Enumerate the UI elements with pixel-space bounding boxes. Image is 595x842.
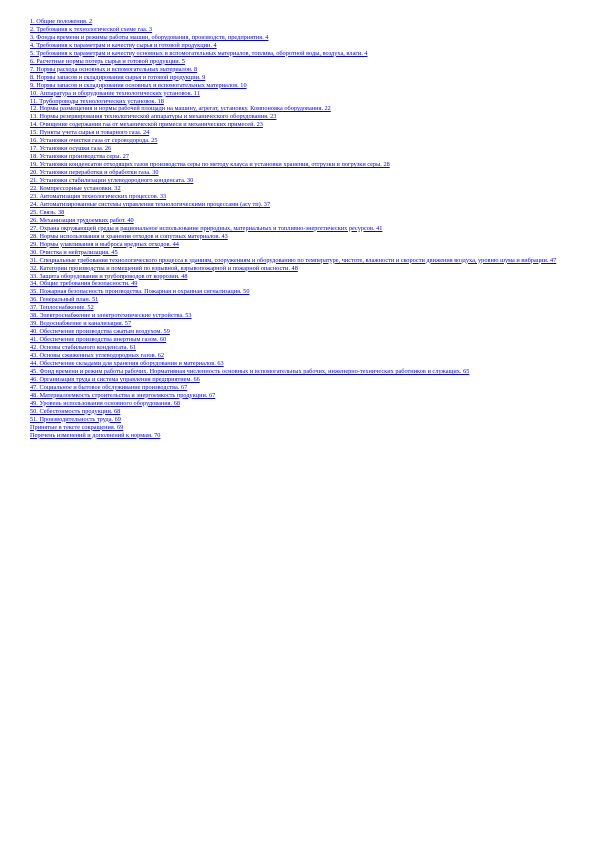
toc-link[interactable]: 6. Расчетные нормы потерь сырья и готовой продукции. 5 [30,57,185,65]
toc-link[interactable]: 30. Очистка и нейтрализация. 45 [30,248,118,256]
toc-link[interactable]: 42. Основы стабильного конденсата. 61 [30,344,136,352]
toc-link[interactable]: 51. Производительность труда. 69 [30,415,121,423]
toc-link[interactable]: 20. Установки переработки и обработки газа. 30 [30,169,159,177]
toc-link[interactable]: 31. Специальные требования технологического процесса к зданиям, сооружениям и оборудованию по температуре, чистоте, влажности и скорости движения воздуха, уровню шума и вибрации. 47 [30,256,557,264]
toc-link[interactable]: 22. Компрессорные установки. 32 [30,185,121,193]
toc-link[interactable]: 44. Обеспечение складами для хранения оборудования и материалов. 63 [30,359,224,367]
toc-link[interactable]: 9. Нормы запасов и складирования основных и вспомогательных материалов. 10 [30,81,247,89]
toc-link[interactable]: 11. Трубопроводы технологических установок. 18 [30,97,164,105]
toc-link[interactable]: 8. Нормы запасов и складирования сырья и готовой продукции. 9 [30,73,206,81]
toc-link[interactable]: 21. Установки стабилизации углеводородного конденсата. 30 [30,177,194,185]
table-of-contents [30,18,570,440]
toc-link[interactable]: 23. Автоматизация технологических процессов. 33 [30,192,167,200]
toc-link[interactable]: 15. Пункты учета сырья и товарного газа. 24 [30,129,150,137]
toc-link[interactable]: 7. Нормы расхода основных и вспомогательных материалов. 8 [30,65,198,73]
toc-link[interactable]: 26. Механизация трудоемких работ. 40 [30,216,134,224]
toc-link[interactable]: 32. Категории производства и помещений по взрывной, взрывопожарной и пожарной опасности. 48 [30,264,298,272]
toc-link[interactable]: 34. Общие требования безопасности. 49 [30,280,138,288]
toc-link[interactable]: 33. Защита оборудования и трубопроводов от коррозии. 48 [30,272,188,280]
toc-link[interactable]: Принятые в тексте сокращения. 69 [30,423,124,431]
toc-link[interactable]: 28. Нормы использования и хранения отходов и сопутных материалов. 43 [30,232,228,240]
toc-link[interactable]: 14. Очищение содержания гаа от механической примеси и механических примесей. 23 [30,121,263,129]
toc-link[interactable]: 13. Нормы резервирования технологической аппаратуры и механического оборудования. 23 [30,113,277,121]
toc-link[interactable]: 19. Установки конденсатов отходящих газов производства серы по методу клауса и установки хранения, отгрузки и погрузки серы. 28 [30,161,390,169]
toc-link[interactable]: 18. Установки производства серы. 27 [30,153,129,161]
toc-link[interactable]: 43. Основы сжиженных углеводородных газов. 62 [30,352,164,360]
toc-link[interactable]: 24. Автоматизированные системы управления технологическими процессами (асу тп). 37 [30,200,271,208]
toc-link[interactable]: 5. Требования к параметрам и качеству основных и вспомогательных материалов, топлива, оборотной воды, воздуха, влаги. 4 [30,49,368,57]
toc-link[interactable]: 45. Фонд времени и режим работы рабочих. Нормативная численность основных и вспомогательных рабочих, инженерно-технических работников и служащих. 65 [30,367,470,375]
toc-link[interactable]: 27. Охрана окружающей среды и рациональное использование природных, материальных и топливно-энергетических ресурсов. 41 [30,224,383,232]
toc-link[interactable]: 41. Обеспечение производства инертным газом. 60 [30,336,167,344]
toc-link[interactable]: 29. Нормы улавливания и выброса вредных отходов. 44 [30,240,179,248]
toc-link[interactable]: 47. Социальное и бытовое обслуживание производства. 67 [30,383,188,391]
toc-link[interactable]: 16. Установки очистки газа от сероводорода. 25 [30,137,158,145]
toc-link[interactable]: 48. Материалоемкость строительства и энергоемкость продукции. 67 [30,391,216,399]
toc-link[interactable]: 2. Требования к технологической схеме гаа. 3 [30,25,153,33]
toc-link[interactable]: 1. Общие положения. 2 [30,18,93,25]
toc-link[interactable]: 25. Связь. 38 [30,208,65,216]
toc-link[interactable]: 35. Пожарная безопасность производства. Пожарная и охранная сигнализация. 50 [30,288,250,296]
toc-link[interactable]: 39. Водоснабжение и канализация. 57 [30,320,132,328]
toc-link[interactable]: 4. Требования к параметрам и качеству сырья и готовой продукции. 4 [30,41,217,49]
toc-link[interactable]: 40. Обеспечение производства сжатым воздухом. 59 [30,328,170,336]
toc-link[interactable]: 37. Теплоснабжение. 52 [30,304,94,312]
toc-link[interactable]: 50. Себестоимость продукции. 68 [30,407,121,415]
toc-link[interactable]: Перечень изменений и дополнений к нормам. 70 [30,431,161,439]
toc-link[interactable]: 46. Организация труда и система управления предприятием. 66 [30,375,200,383]
toc-link[interactable]: 36. Генеральный план. 51 [30,296,99,304]
toc-link[interactable]: 3. Фонды времени и режимы работы машин, оборудования, производств, предприятия. 4 [30,33,269,41]
toc-link[interactable]: 10. Аппаратура и оборудование технологических установок. 11 [30,89,200,97]
toc-link[interactable]: 49. Уровень использования основного оборудования. 68 [30,399,180,407]
toc-link[interactable]: 38. Электроснабжение и электротехнические устройства. 53 [30,312,192,320]
toc-link[interactable]: 17. Установки осушки газа. 26 [30,145,112,153]
toc-link[interactable]: 12. Нормы размещения и нормы рабочей площади на машину, агрегат, установку. Компоновка оборудования. 22 [30,105,331,113]
